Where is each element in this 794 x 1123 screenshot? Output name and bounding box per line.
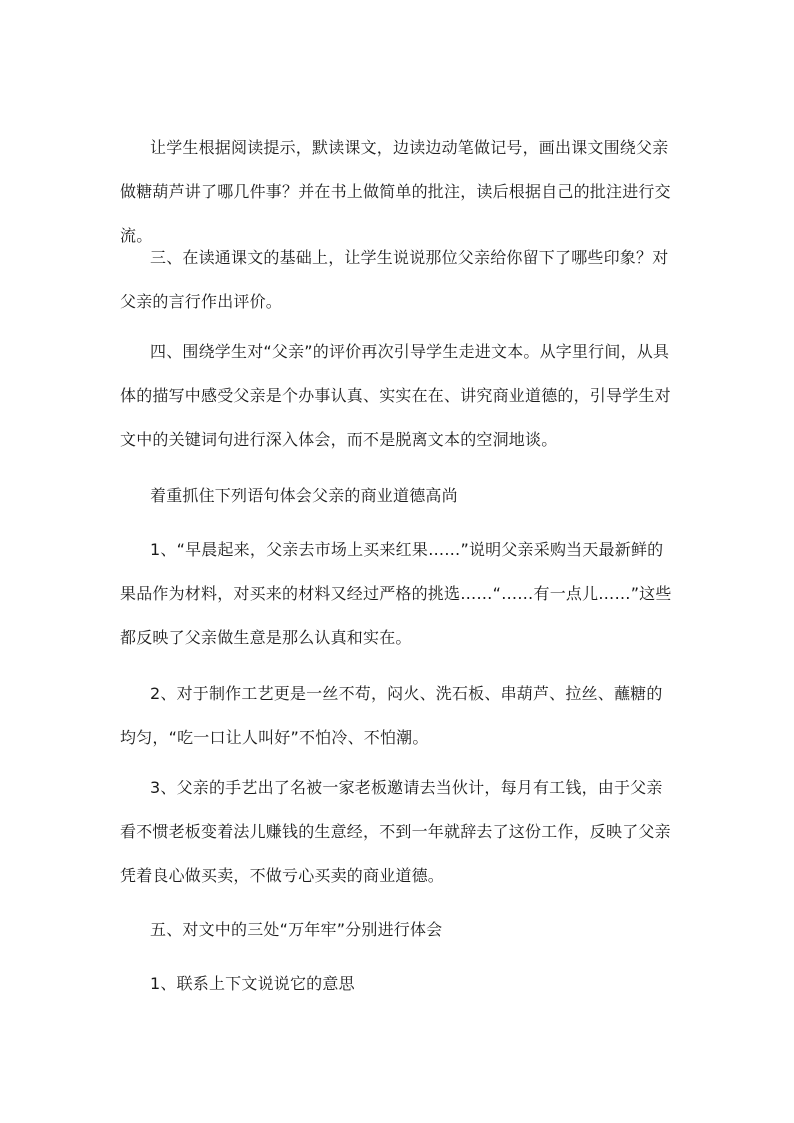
- paragraph-item-two: 2、对于制作工艺更是一丝不苟，闷火、洗石板、串葫芦、拉丝、蘸糖的均匀，“吃一口让人叫好”不怕冷、不怕潮。: [120, 684, 663, 747]
- paragraph-step-four: 四、围绕学生对“父亲”的评价再次引导学生走进文本。从字里行间，从具体的描写中感受父亲是个办事认真、实实在在、讲究商业道德的，引导学生对文中的关键词句进行深入体会，而不是脱离文本的空洞地谈。: [120, 342, 671, 449]
- paragraph-step-three: 三、在读通课文的基础上，让学生说说那位父亲给你留下了哪些印象？对父亲的言行作出评价。: [120, 248, 669, 311]
- paragraph-item-three: 3、父亲的手艺出了名被一家老板邀请去当伙计，每月有工钱，由于父亲看不惯老板变着法儿赚钱的生意经，不到一年就辞去了这份工作，反映了父亲凭着良心做买卖，不做亏心买卖的商业道德。: [120, 778, 671, 885]
- paragraph-step-five-item-one: 1、联系上下文说说它的意思: [150, 974, 355, 993]
- paragraph-reading-prompt: 让学生根据阅读提示，默读课文，边读边动笔做记号，画出课文围绕父亲做糖葫芦讲了哪几件事？并在书上做简单的批注，读后根据自己的批注进行交流。: [120, 138, 671, 245]
- paragraph-focus-heading: 着重抓住下列语句体会父亲的商业道德高尚: [150, 486, 458, 505]
- paragraph-item-one: 1、“早晨起来，父亲去市场上买来红果……”说明父亲采购当天最新鲜的果品作为材料，对买来的材料又经过严格的挑选……“……有一点儿……”这些都反映了父亲做生意是那么认真和实在。: [120, 540, 672, 647]
- paragraph-step-five: 五、对文中的三处“万年牢”分别进行体会: [150, 920, 443, 939]
